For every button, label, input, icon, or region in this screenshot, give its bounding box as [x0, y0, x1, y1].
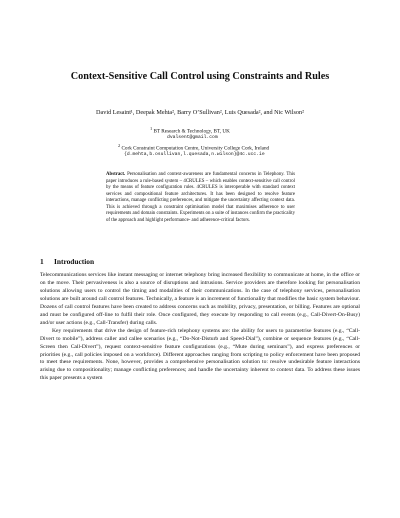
section-body: [40, 272, 360, 383]
affiliation-1-marker: 1: [150, 126, 153, 131]
body-paragraph: Telecommunications services like instant messaging or internet telephony bring increased flexibility to communicate at home, in the office or on the move. Their pervasiveness is also a source of disruptions and intrusions. Service providers are therefore looking for personalisation solutions allowing users to control the timing and modalities of their communications. In the case of telephony services, personalisation solutions are built around call control features. Technically, a feature is an increment of functionality that modifies the basic system behaviour. Dozens of call control features have been created to address concerns such as mobility, privacy, presentation, or billing. Features are optional and must be configured off-line to fulfil their role. Once configured, they execute by responding to call events (e.g., Call-Divert-On-Busy) and/or user actions (e.g., Call-Transfer) during calls.: [40, 272, 360, 326]
affiliation-1: [150, 126, 290, 142]
affiliation-2: [118, 143, 318, 159]
affiliation-2-org: Cork Constraint Computation Centre, University College Cork, Ireland: [121, 145, 270, 152]
section-number: 1: [40, 257, 44, 266]
affiliation-1-name: [150, 126, 290, 135]
affiliation-1-email: dvalsent@gmail.com: [167, 135, 218, 141]
affiliation-1-org: BT Research & Technology, BT, UK: [153, 128, 230, 135]
abstract-text: Personalisation and context-awareness are fundamental concerns in Telephony. This paper introduces a rule-based system – 4CRULES – which enables context-sensitive call control by the means of feature configuration rules. 4CRULES is interoperable with standard context services and compositional feature architectures. It has been designed to resolve feature interactions, manage conflicting preferences, and mitigate the uncertainty affecting context data. This is achieved through a constraint optimisation model that maximises adherence to user requirements and domain constraints. Experiments on a suite of instances confirm the practicality of the approach and highlight performance- and adherence-critical factors.: [106, 172, 295, 223]
abstract-label: Abstract.: [106, 172, 126, 177]
affiliation-2-email: {d.mehta,b.osullivan,l.quesada,n.wilson}@4c.ucc.ie: [124, 152, 265, 158]
section-heading: [40, 257, 94, 266]
body-paragraph: Key requirements that drive the design of feature-rich telephony systems are: the ability for users to parametrise features (e.g., “Call-Divert to mobile”), address caller and callee scenarios (e.g., “Do-Not-Disturb and Speed-Dial”), combine or sequence features (e.g., “Call-Screen then Call-Divert”), request context-sensitive feature configurations (e.g., “Mute during seminars”), and express preferences or priorities (e.g., call policies imposed on a workforce). Different approaches ranging from scripting to policy enforcement have been proposed to meet these requirements. None, however, provides a comprehensive personalisation solution to: resolve undesirable feature interactions arising due to compositionality; manage conflicting preferences; and handle the uncertainty inherent to context data. To address these issues this paper presents a system: [40, 327, 360, 382]
affiliation-2-name: [118, 143, 318, 152]
section-title: Introduction: [54, 257, 95, 266]
abstract: [106, 172, 295, 224]
affiliation-2-marker: 2: [118, 143, 121, 148]
paper-title: Context-Sensitive Call Control using Constraints and Rules: [70, 71, 330, 82]
author-list: David Lesaint¹, Deepak Mehta², Barry O’Sullivan², Luis Quesada², and Nic Wilson²: [96, 109, 304, 116]
